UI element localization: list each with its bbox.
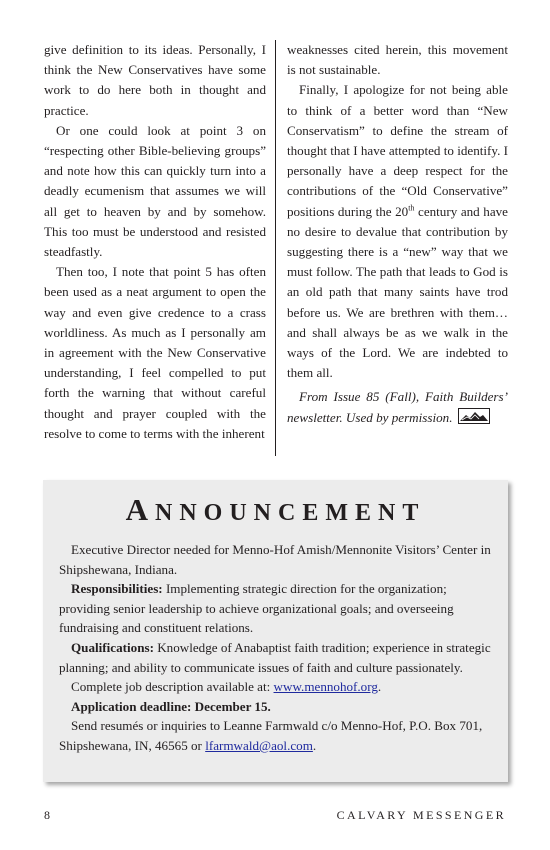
source-credit [287, 387, 508, 427]
right-paragraph-2-text-a: Finally, I apologize for not being able to think of a better word than “New Conservatism” to define the stream of thought that I have attempted to identify. I personally have a deep respect for the contributions of the “Old Conservative” positions during the 20 [287, 82, 508, 219]
qualifications-label: Qualifications: [71, 639, 154, 655]
right-paragraph-2-text-b: century and have no desire to devalue that contribution by suggesting there is a “new” way that we must follow. The path that leads to God is an old path that many saints have trod before us. We are brethren with them…and shall always be as we walk in the ways of the Lord. We are indebted to them all. [287, 203, 508, 381]
contact-text: Send resumés or inquiries to Leanne Farmwald c/o Menno-Hof, P.O. Box 701, Shipshewana, IN, 46565 or [59, 718, 483, 753]
announcement-qualifications [59, 638, 497, 677]
left-column [44, 40, 266, 444]
page-number: 8 [44, 808, 50, 822]
announcement-contact [59, 716, 497, 755]
announcement-title [43, 492, 508, 528]
deadline-text: Application deadline: December 15. [71, 698, 271, 714]
announcement-intro: Executive Director needed for Menno-Hof Amish/Mennonite Visitors’ Center in Shipshewana, Indiana. [59, 542, 491, 577]
right-paragraph-1: weaknesses cited herein, this movement is not sustainable. [287, 42, 508, 78]
left-paragraph-1: give definition to its ideas. Personally, I think the New Conservatives have some work to do here both in thought and practice. [44, 42, 266, 118]
landscape-endmark-icon [458, 408, 490, 424]
description-period: . [377, 679, 382, 695]
announcement-description [59, 677, 497, 697]
announcement-box [43, 480, 508, 782]
running-head: CALVARY MESSENGER [336, 808, 506, 822]
announcement-responsibilities [59, 579, 497, 638]
announcement-body [59, 540, 497, 756]
superscript-th: th [408, 203, 415, 213]
email-link[interactable]: lfarmwald@aol.com [205, 737, 313, 753]
announcement-title-initial: A [125, 492, 156, 527]
source-credit-text: From Issue 85 (Fall), Faith Builders’ newsletter. Used by permission. [287, 389, 508, 425]
announcement-title-rest: NNOUNCEMENT [155, 500, 426, 526]
right-column [287, 40, 508, 428]
responsibilities-label: Responsibilities: [71, 581, 163, 597]
left-paragraph-2: Or one could look at point 3 on “respecting other Bible-believing groups” and note how this can quickly turn into a deadly ecumenism that assumes we will all get to heaven by and by somehow. This too must be understood and resisted steadfastly. [44, 122, 266, 260]
announcement-deadline [59, 697, 497, 717]
responsibilities-text: Implementing strategic direction for the organization; providing senior leadership to achieve organizational goals; and overseeing fundraising and constituent relations. [59, 581, 454, 636]
qualifications-text: Knowledge of Anabaptist faith tradition; experience in strategic planning; and ability to communicate issues of faith and culture passionately. [59, 639, 491, 675]
contact-period: . [312, 737, 317, 753]
column-divider [275, 40, 276, 456]
mennohof-link[interactable]: www.mennohof.org [273, 679, 378, 695]
description-text: Complete job description available at: [71, 679, 274, 695]
left-paragraph-3: Then too, I note that point 5 has often been used as a neat argument to open the way and even give credence to a crass worldliness. As much as I personally am in agreement with the New Conservative understanding, I feel compelled to put forth the warning that without careful thought and prayer coupled with the resolve to come to terms with the inherent [44, 264, 266, 441]
right-paragraph-2 [287, 80, 508, 383]
